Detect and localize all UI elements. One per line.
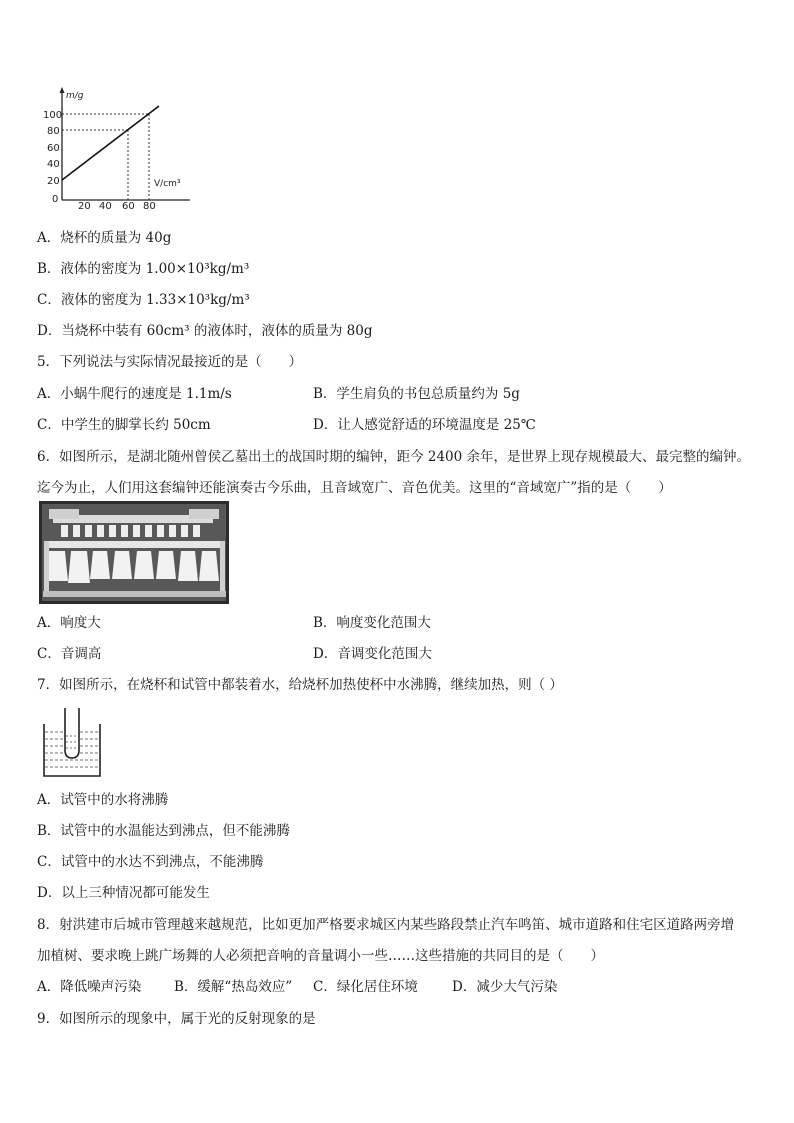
q6-option-a: A．响度大	[37, 615, 101, 631]
mass-volume-line	[62, 106, 159, 180]
beaker-test-tube-figure	[40, 706, 104, 780]
y-axis-arrow	[60, 87, 65, 93]
q5-option-c: C．中学生的脚掌长约 50cm	[37, 417, 211, 433]
q7-option-c: C．试管中的水达不到沸点，不能沸腾	[37, 854, 264, 870]
y-tick-40: 40	[47, 159, 60, 170]
q6-option-d: D．音调变化范围大	[313, 646, 432, 662]
q4-option-d-prefix: D．	[37, 323, 62, 339]
mass-volume-graph	[42, 86, 202, 212]
bianzhong-bells-image	[39, 501, 229, 604]
q6-stem-line1: 6．如图所示，是湖北随州曾侯乙墓出土的战国时期的编钟，距今 2400 余年，是世界上现存规模最大、最完整的编钟。	[37, 449, 751, 465]
q8-stem-line2: 加植树、要求晚上跳广场舞的人必须把音响的音量调小一些……这些措施的共同目的是（ ）	[37, 948, 604, 964]
q8-stem-line1: 8．射洪建市后城市管理越来越规范，比如更加严格要求城区内某些路段禁止汽车鸣笛、城市道路和住宅区道路两旁增	[37, 917, 735, 933]
q5-option-d: D．让人感觉舒适的环境温度是 25℃	[313, 417, 536, 433]
q6-option-c: C．音调高	[37, 646, 102, 662]
q7-option-a: A．试管中的水将沸腾	[37, 792, 169, 808]
x-tick-20: 20	[78, 201, 91, 212]
q7-option-d: D．以上三种情况都可能发生	[37, 885, 210, 901]
y-tick-60: 60	[47, 143, 60, 154]
y-tick-80: 80	[47, 126, 60, 137]
q8-option-b: B．缓解“热岛效应”	[174, 979, 293, 995]
q7-stem: 7．如图所示，在烧杯和试管中都装着水，给烧杯加热使杯中水沸腾，继续加热，则（ ）	[37, 677, 563, 693]
y-tick-100: 100	[43, 110, 63, 121]
x-axis-label: V/cm³	[154, 179, 181, 189]
q4-option-b-prefix: B．	[37, 261, 61, 277]
q4-option-c-prefix: C．	[37, 292, 61, 308]
y-tick-20: 20	[47, 176, 60, 187]
q6-option-b: B．响度变化范围大	[313, 615, 431, 631]
q7-option-b: B．试管中的水温能达到沸点，但不能沸腾	[37, 823, 290, 839]
q4-option-a-prefix: A．	[37, 230, 61, 246]
q9-stem: 9．如图所示的现象中，属于光的反射现象的是	[37, 1011, 316, 1027]
q5-option-a: A．小蜗牛爬行的速度是 1.1m/s	[37, 386, 232, 402]
q4-option-d	[37, 322, 372, 340]
y-tick-0: 0	[52, 194, 59, 205]
x-tick-40: 40	[99, 201, 112, 212]
q8-option-a: A．降低噪声污染	[37, 979, 142, 995]
q4-option-c-text: 液体的密度为 1.33×10³kg/m³	[60, 292, 250, 308]
q4-option-a	[37, 229, 171, 247]
q4-option-d-text: 当烧杯中装有 60cm³ 的液体时，液体的质量为 80g	[61, 323, 373, 339]
x-tick-60: 60	[122, 201, 135, 212]
q4-option-b-text: 液体的密度为 1.00×10³kg/m³	[60, 261, 250, 277]
q5-option-b: B．学生肩负的书包总质量约为 5g	[313, 386, 520, 402]
q8-option-d: D．减少大气污染	[452, 979, 558, 995]
q6-stem-line2: 迄今为止，人们用这套编钟还能演奏古今乐曲，且音域宽广、音色优美。这里的“音域宽广”指的是（ ）	[37, 480, 672, 496]
q8-option-c: C．绿化居住环境	[313, 979, 418, 995]
q4-option-b	[37, 260, 249, 278]
q4-option-c	[37, 291, 250, 309]
q4-option-a-text: 烧杯的质量为 40g	[60, 230, 172, 246]
q5-stem: 5．下列说法与实际情况最接近的是（ ）	[37, 354, 303, 370]
y-axis-label: m/g	[66, 91, 84, 101]
x-tick-80: 80	[143, 201, 156, 212]
